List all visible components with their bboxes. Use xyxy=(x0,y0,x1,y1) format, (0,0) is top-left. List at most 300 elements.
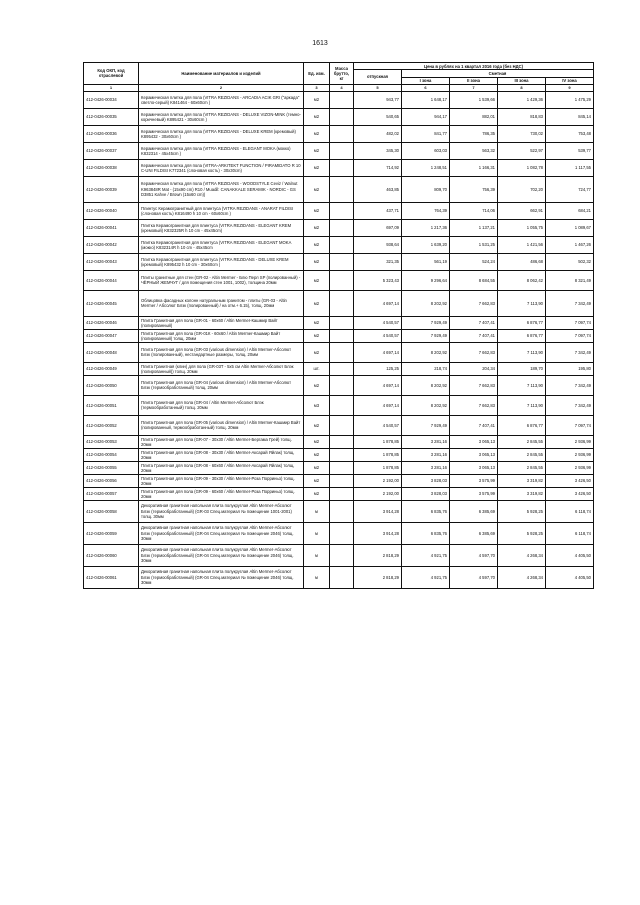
row-name: Плита Гранитная для пола (GR-05 (various dimension) / Altin Mermer-Кашмир Вайт (полированный, термообработанный) толщ. 20мм xyxy=(139,415,304,435)
row-name: Плитка Керамогранитная для плинтуса (VITRA REZIDANS - DELUXE KREM (кремовый) K895432 h 10 cm - 30x60cm ) xyxy=(139,253,304,270)
row-mass xyxy=(330,342,354,362)
row-unit: м xyxy=(304,522,330,544)
row-price: 7 407,41 xyxy=(450,415,498,435)
table-row xyxy=(84,522,594,544)
row-price: 1 639,20 xyxy=(402,236,450,253)
row-code: 412-0426-00048 xyxy=(84,342,139,362)
row-mass xyxy=(330,270,354,290)
table-row xyxy=(84,544,594,566)
table-row xyxy=(84,474,594,487)
table-row xyxy=(84,487,594,500)
row-price: 6 385,69 xyxy=(450,500,498,522)
row-unit: шт. xyxy=(304,362,330,375)
row-price: 4 268,34 xyxy=(498,544,546,566)
row-price: 3 319,82 xyxy=(498,474,546,487)
row-price: 684,21 xyxy=(546,202,594,219)
row-price: 4 697,14 xyxy=(354,342,402,362)
row-price: 4 921,75 xyxy=(402,566,450,588)
row-price: 502,32 xyxy=(546,253,594,270)
row-price: 1 467,26 xyxy=(546,236,594,253)
row-price: 7 113,90 xyxy=(498,342,546,362)
row-price: 9 296,64 xyxy=(402,270,450,290)
row-price: 3 828,03 xyxy=(402,487,450,500)
row-price: 2 845,55 xyxy=(498,448,546,461)
row-price: 2 936,99 xyxy=(546,435,594,448)
row-price: 603,03 xyxy=(402,142,450,159)
row-name: Плита Гранитная для пола (GR-09 - 60x60 / Altin Mermer-Роза Порриньо) толщ. 20мм xyxy=(139,487,304,500)
table-row xyxy=(84,362,594,375)
row-price: 1 475,29 xyxy=(546,91,594,108)
row-price: 944,17 xyxy=(402,108,450,125)
table-row xyxy=(84,566,594,588)
row-code: 412-0426-00044 xyxy=(84,270,139,290)
row-price: 5 928,25 xyxy=(498,500,546,522)
row-code: 412-0426-00055 xyxy=(84,461,139,474)
row-price: 845,14 xyxy=(546,108,594,125)
row-price: 2 818,29 xyxy=(354,566,402,588)
col-header-zone3: III зона xyxy=(498,77,546,84)
row-code: 412-0426-00045 xyxy=(84,290,139,316)
row-unit: м2 xyxy=(304,375,330,395)
row-unit: м2 xyxy=(304,448,330,461)
price-table xyxy=(83,62,594,589)
row-price: 3 914,28 xyxy=(354,522,402,544)
col-header-zone2: II зона xyxy=(450,77,498,84)
row-price: 3 065,13 xyxy=(450,435,498,448)
table-row xyxy=(84,435,594,448)
row-unit: м2 xyxy=(304,474,330,487)
row-name: Керамическая плитка для пола (VITRA REZIDANS - DELUXE VIZON-MINK (темно-коричневый) K895421 - 30x60cm ) xyxy=(139,108,304,125)
row-mass xyxy=(330,219,354,236)
row-price: 4 540,57 xyxy=(354,329,402,342)
row-price: 8 202,92 xyxy=(402,395,450,415)
row-name: Плита Гранитная для пола (GR-04 / Altin Mermer-Абсолют Блэк (термообработанный) толщ. 20мм xyxy=(139,395,304,415)
row-unit: м2 xyxy=(304,461,330,474)
row-price: 5 323,43 xyxy=(354,270,402,290)
row-unit: м2 xyxy=(304,290,330,316)
row-mass xyxy=(330,415,354,435)
row-price: 204,34 xyxy=(450,362,498,375)
row-price: 1 055,75 xyxy=(498,219,546,236)
row-code: 412-0426-00053 xyxy=(84,435,139,448)
table-row xyxy=(84,176,594,202)
row-price: 3 281,16 xyxy=(402,461,450,474)
row-price: 7 097,74 xyxy=(546,415,594,435)
row-mass xyxy=(330,253,354,270)
row-name: Керамическая плитка для пола (VITRA REZIDANS - DELUXE KREM (кремовый) K895432 - 30x60cm ) xyxy=(139,125,304,142)
row-price: 1 089,67 xyxy=(546,219,594,236)
row-unit: м2 xyxy=(304,91,330,108)
table-row xyxy=(84,461,594,474)
row-name: Плита Гранитная для пола (GR-07 - 30x30 / Altin Mermer-Бергама Грей) толщ. 20мм xyxy=(139,435,304,448)
row-mass xyxy=(330,474,354,487)
row-name: Керамическая плитка для пола (VITRA REZIDANS - WOODSTYLE Ceviz / Walnut K963848R Mat - (15x90 cm) R10 / Muadil: CANAKKALE SERAMIK - NORDIC - GS D3851 Kahve / Brown (15x60 cm)) xyxy=(139,176,304,202)
row-unit: м xyxy=(304,544,330,566)
row-code: 412-0426-00042 xyxy=(84,236,139,253)
row-price: 2 192,00 xyxy=(354,474,402,487)
row-price: 7 662,83 xyxy=(450,375,498,395)
row-price: 7 929,49 xyxy=(402,329,450,342)
row-name: Декоративная гранитная напольная плита полукруглая Altin Mermer-Абсолют Блэк (термообработанный) (GR-04 Спец.материал № помещение 2046) толщ. 30мм xyxy=(139,522,304,544)
row-price: 8 202,92 xyxy=(402,290,450,316)
row-price: 7 342,49 xyxy=(546,290,594,316)
col-header-price: Цена в рублях на 1 квартал 2016 года (без НДС) xyxy=(354,63,594,70)
column-number: 9 xyxy=(546,84,594,91)
table-row xyxy=(84,395,594,415)
row-unit: м2 xyxy=(304,125,330,142)
row-mass xyxy=(330,290,354,316)
table-row xyxy=(84,125,594,142)
row-price: 345,30 xyxy=(354,142,402,159)
row-price: 7 929,49 xyxy=(402,415,450,435)
row-name: Плитка Керамогранитная для плинтуса (VITRA REZIDANS - ELEGANT MOKA (мокко) K832314R h 10 cm - 45x45cm xyxy=(139,236,304,253)
row-mass xyxy=(330,461,354,474)
column-number: 8 xyxy=(498,84,546,91)
row-price: 7 113,90 xyxy=(498,375,546,395)
row-code: 412-0426-00061 xyxy=(84,566,139,588)
row-price: 1 421,56 xyxy=(498,236,546,253)
row-price: 4 540,57 xyxy=(354,415,402,435)
row-price: 730,02 xyxy=(498,125,546,142)
row-price: 4 697,14 xyxy=(354,375,402,395)
row-price: 714,06 xyxy=(450,202,498,219)
row-mass xyxy=(330,236,354,253)
row-price: 8 202,92 xyxy=(402,375,450,395)
row-price: 437,71 xyxy=(354,202,402,219)
row-unit: м2 xyxy=(304,236,330,253)
row-price: 2 818,29 xyxy=(354,544,402,566)
column-number: 7 xyxy=(450,84,498,91)
row-name: Керамическая плитка для пола (VITRA-ARKITEKT FUNCTION / PIRAMIDATO R 10 C-UNI FILDISI K772341 (слоновая кость) - 30x30cm) xyxy=(139,159,304,176)
row-name: Декоративная гранитная напольная плита полукруглая Altin Mermer-Абсолют Блэк (термообработанный) (GR-04 Спец.материал № помещение 2046) толщ. 30мм xyxy=(139,544,304,566)
row-price: 482,02 xyxy=(354,125,402,142)
row-price: 662,91 xyxy=(498,202,546,219)
row-code: 412-0426-00050 xyxy=(84,375,139,395)
row-code: 412-0426-00047 xyxy=(84,329,139,342)
row-price: 125,25 xyxy=(354,362,402,375)
row-price: 522,97 xyxy=(498,142,546,159)
row-price: 561,19 xyxy=(402,253,450,270)
row-mass xyxy=(330,362,354,375)
row-price: 4 921,75 xyxy=(402,544,450,566)
row-price: 195,80 xyxy=(546,362,594,375)
row-price: 2 936,99 xyxy=(546,448,594,461)
row-mass xyxy=(330,202,354,219)
row-price: 4 540,57 xyxy=(354,316,402,329)
row-mass xyxy=(330,435,354,448)
row-price: 1 217,36 xyxy=(402,219,450,236)
row-code: 412-0426-00046 xyxy=(84,316,139,329)
row-price: 7 662,83 xyxy=(450,395,498,415)
table-row xyxy=(84,270,594,290)
row-price: 756,39 xyxy=(450,176,498,202)
row-mass xyxy=(330,448,354,461)
row-name: Облицовка фасадных колонн натуральным гранитом - плиты (GR-03 - Altin Mermer / Абсолют Блэк (полированный) / на отм.+ 6.15), толщ. 20мм xyxy=(139,290,304,316)
row-code: 412-0426-00057 xyxy=(84,487,139,500)
row-price: 2 192,00 xyxy=(354,487,402,500)
row-name: Плинтус Керамогранитный для плинтуса (VITRA REZIDANS - ANARAT FILDISI (слоновая кость) K816490 h 10 cm - 60x60cm ) xyxy=(139,202,304,219)
table-row xyxy=(84,159,594,176)
row-unit: м2 xyxy=(304,342,330,362)
row-unit: м2 xyxy=(304,159,330,176)
row-mass xyxy=(330,329,354,342)
row-unit: м2 xyxy=(304,487,330,500)
table-row xyxy=(84,142,594,159)
row-price: 321,35 xyxy=(354,253,402,270)
row-price: 7 113,90 xyxy=(498,395,546,415)
col-header-estimate: Сметная xyxy=(402,70,594,77)
row-name: Плита Гранитная (клин) для пола (GR-03T - 5x5 см Altin Mermer-Абсолют Блэк (полированный)) толщ. 20мм xyxy=(139,362,304,375)
col-header-release: отпускная xyxy=(354,70,402,85)
row-mass xyxy=(330,395,354,415)
row-price: 1 429,36 xyxy=(498,91,546,108)
row-price: 3 281,16 xyxy=(402,435,450,448)
row-price: 539,77 xyxy=(546,142,594,159)
row-price: 1 137,21 xyxy=(450,219,498,236)
table-row xyxy=(84,236,594,253)
row-name: Плита Гранитная для пола (GR-04 (various dimension) / Altin Mermer-Абсолют Блэк (термообработанный) толщ. 20мм xyxy=(139,375,304,395)
row-price: 1 648,17 xyxy=(402,91,450,108)
row-name: Плиты гранитные для стен (GR-02 - Altin Mermer - Блю Перл SP (полированный) - ЧЁРНЫЙ ЖЕМЧУГ / для помещения стен 1001, 1002), толщина 20мм xyxy=(139,270,304,290)
row-price: 2 845,55 xyxy=(498,435,546,448)
table-row xyxy=(84,342,594,362)
row-unit: м2 xyxy=(304,329,330,342)
page-number: 1613 xyxy=(312,40,328,47)
row-price: 1 539,66 xyxy=(450,91,498,108)
column-number-row xyxy=(84,84,594,91)
row-price: 4 405,50 xyxy=(546,566,594,588)
row-price: 2 845,55 xyxy=(498,461,546,474)
row-price: 4 697,14 xyxy=(354,395,402,415)
row-unit: м xyxy=(304,500,330,522)
row-code: 412-0426-00059 xyxy=(84,522,139,544)
table-row xyxy=(84,202,594,219)
row-price: 6 876,77 xyxy=(498,329,546,342)
row-mass xyxy=(330,142,354,159)
row-code: 412-0426-00040 xyxy=(84,202,139,219)
row-mass xyxy=(330,108,354,125)
row-code: 412-0426-00056 xyxy=(84,474,139,487)
row-unit: м2 xyxy=(304,219,330,236)
row-price: 1 248,51 xyxy=(402,159,450,176)
column-number: 1 xyxy=(84,84,139,91)
row-code: 412-0426-00043 xyxy=(84,253,139,270)
row-price: 463,85 xyxy=(354,176,402,202)
row-price: 563,32 xyxy=(450,142,498,159)
row-name: Плитка Керамогранитная для плинтуса (VITRA REZIDANS - ELEGANT KREM (кремовый) K832325R h 10 cm - 45x45cm) xyxy=(139,219,304,236)
row-price: 3 065,13 xyxy=(450,461,498,474)
row-mass xyxy=(330,176,354,202)
row-price: 3 426,50 xyxy=(546,474,594,487)
row-code: 412-0426-00049 xyxy=(84,362,139,375)
row-name: Плита Гранитная для пола (GR-09 - 30x30 / Altin Mermer-Роза Порриньо) толщ. 20мм xyxy=(139,474,304,487)
row-price: 1 117,55 xyxy=(546,159,594,176)
row-price: 764,39 xyxy=(402,202,450,219)
row-name: Плита Гранитная для пола (GR-03 (various dimension) / Altin Mermer-Абсолют Блэк (полированный), нестандартные размеры, толщ. 20мм xyxy=(139,342,304,362)
row-name: Плита Гранитная для пола (GR-08 - 30x30 / Altin Mermer-Аксарай Яйлак) толщ. 20мм xyxy=(139,448,304,461)
row-price: 3 828,03 xyxy=(402,474,450,487)
row-unit: м2 xyxy=(304,202,330,219)
row-unit: м2 xyxy=(304,142,330,159)
table-row xyxy=(84,108,594,125)
row-price: 4 268,34 xyxy=(498,566,546,588)
row-price: 3 575,99 xyxy=(450,487,498,500)
row-price: 3 319,82 xyxy=(498,487,546,500)
row-price: 1 878,85 xyxy=(354,461,402,474)
col-header-zone1: I зона xyxy=(402,77,450,84)
row-name: Декоративная гранитная напольная плита полукруглая Altin Mermer-Абсолют Блэк (термообработанный) (GR-04 Спец.материал № помещение 2046) толщ. 30мм xyxy=(139,566,304,588)
row-price: 540,65 xyxy=(354,108,402,125)
col-header-zone4: IV зона xyxy=(546,77,594,84)
row-name: Плита Гранитная для пола (GR-01К - 60x60 / Altin Mermer-Кашмир Вайт (полированный) толщ. 20мм xyxy=(139,329,304,342)
row-unit: м3 xyxy=(304,395,330,415)
row-price: 7 407,41 xyxy=(450,316,498,329)
table-row xyxy=(84,316,594,329)
row-price: 8 062,42 xyxy=(498,270,546,290)
row-code: 412-0426-00034 xyxy=(84,91,139,108)
row-price: 943,77 xyxy=(354,91,402,108)
row-price: 7 113,90 xyxy=(498,290,546,316)
table-row xyxy=(84,91,594,108)
row-price: 809,70 xyxy=(402,176,450,202)
row-name: Плита Гранитная для пола (GR-01 - 60x60 / Altin Mermer-Кашмир Вайт (полированный) xyxy=(139,316,304,329)
row-price: 841,77 xyxy=(402,125,450,142)
row-price: 3 575,99 xyxy=(450,474,498,487)
table-row xyxy=(84,500,594,522)
row-code: 412-0426-00052 xyxy=(84,415,139,435)
row-name: Декоративная гранитная напольная плита полукруглая Altin Mermer-Абсолют Блэк (термообработанный) (GR-03 Спец.материал № помещение 1001-2001) толщ. 30мм xyxy=(139,500,304,522)
row-price: 4 597,70 xyxy=(450,544,498,566)
row-price: 7 342,49 xyxy=(546,395,594,415)
column-number: 4 xyxy=(330,84,354,91)
row-price: 2 936,99 xyxy=(546,461,594,474)
row-price: 7 662,83 xyxy=(450,342,498,362)
row-price: 218,74 xyxy=(402,362,450,375)
row-code: 412-0426-00060 xyxy=(84,544,139,566)
col-header-code: Код ОКП, код отраслевой xyxy=(84,63,139,85)
row-price: 714,92 xyxy=(354,159,402,176)
row-price: 7 097,74 xyxy=(546,316,594,329)
table-row xyxy=(84,415,594,435)
row-price: 702,20 xyxy=(498,176,546,202)
row-price: 1 878,85 xyxy=(354,448,402,461)
row-mass xyxy=(330,544,354,566)
row-price: 3 914,28 xyxy=(354,500,402,522)
row-code: 412-0426-00054 xyxy=(84,448,139,461)
row-price: 7 407,41 xyxy=(450,329,498,342)
row-price: 5 928,25 xyxy=(498,522,546,544)
row-price: 8 321,49 xyxy=(546,270,594,290)
row-price: 786,35 xyxy=(450,125,498,142)
row-price: 1 878,85 xyxy=(354,435,402,448)
row-mass xyxy=(330,487,354,500)
row-mass xyxy=(330,125,354,142)
row-code: 412-0426-00036 xyxy=(84,125,139,142)
row-price: 8 684,55 xyxy=(450,270,498,290)
row-code: 412-0426-00058 xyxy=(84,500,139,522)
row-price: 753,48 xyxy=(546,125,594,142)
column-number: 5 xyxy=(354,84,402,91)
table-row xyxy=(84,448,594,461)
row-price: 3 426,50 xyxy=(546,487,594,500)
row-price: 6 835,76 xyxy=(402,522,450,544)
column-number: 3 xyxy=(304,84,330,91)
row-price: 724,77 xyxy=(546,176,594,202)
row-code: 412-0426-00051 xyxy=(84,395,139,415)
row-price: 4 597,70 xyxy=(450,566,498,588)
row-price: 882,01 xyxy=(450,108,498,125)
row-unit: м2 xyxy=(304,108,330,125)
row-price: 6 118,74 xyxy=(546,500,594,522)
row-mass xyxy=(330,375,354,395)
row-mass xyxy=(330,522,354,544)
row-code: 412-0426-00037 xyxy=(84,142,139,159)
row-mass xyxy=(330,91,354,108)
row-price: 7 342,49 xyxy=(546,342,594,362)
row-price: 4 697,14 xyxy=(354,290,402,316)
row-code: 412-0426-00039 xyxy=(84,176,139,202)
row-mass xyxy=(330,500,354,522)
col-header-mass: Масса брутто, кг xyxy=(330,63,354,85)
row-name: Керамическая плитка для пола (VITRA REZIDANS - ELEGANT MOKA (мокко) K832314 - 45x45cm ) xyxy=(139,142,304,159)
table-row xyxy=(84,253,594,270)
row-price: 7 929,49 xyxy=(402,316,450,329)
col-header-unit: Ед. изм. xyxy=(304,63,330,85)
row-unit: м2 xyxy=(304,435,330,448)
table-row xyxy=(84,290,594,316)
row-price: 818,83 xyxy=(498,108,546,125)
table-body xyxy=(84,91,594,588)
row-price: 6 876,77 xyxy=(498,415,546,435)
row-unit: м2 xyxy=(304,270,330,290)
row-unit: м xyxy=(304,566,330,588)
column-number: 6 xyxy=(402,84,450,91)
row-name: Керамическая плитка для пола (VITRA REZIDANS - ARCADIA ACIK GRI ("аркада" светло-серый) K841464 - 60x60cm ) xyxy=(139,91,304,108)
row-price: 189,70 xyxy=(498,362,546,375)
row-price: 697,09 xyxy=(354,219,402,236)
row-mass xyxy=(330,566,354,588)
row-price: 4 405,50 xyxy=(546,544,594,566)
row-price: 524,24 xyxy=(450,253,498,270)
row-price: 7 097,74 xyxy=(546,329,594,342)
row-price: 8 202,92 xyxy=(402,342,450,362)
row-price: 7 342,49 xyxy=(546,375,594,395)
row-mass xyxy=(330,316,354,329)
table-row xyxy=(84,329,594,342)
row-price: 1 166,31 xyxy=(450,159,498,176)
row-price: 6 118,74 xyxy=(546,522,594,544)
row-price: 1 531,25 xyxy=(450,236,498,253)
col-header-name: Наименование материалов и изделий xyxy=(139,63,304,85)
row-mass xyxy=(330,159,354,176)
row-price: 3 281,16 xyxy=(402,448,450,461)
row-price: 6 876,77 xyxy=(498,316,546,329)
table-row xyxy=(84,375,594,395)
table-row xyxy=(84,219,594,236)
column-number: 2 xyxy=(139,84,304,91)
row-price: 486,68 xyxy=(498,253,546,270)
row-code: 412-0426-00041 xyxy=(84,219,139,236)
row-unit: м2 xyxy=(304,415,330,435)
row-price: 938,64 xyxy=(354,236,402,253)
row-price: 6 385,69 xyxy=(450,522,498,544)
row-code: 412-0426-00038 xyxy=(84,159,139,176)
row-unit: м2 xyxy=(304,253,330,270)
row-price: 3 065,13 xyxy=(450,448,498,461)
row-name: Плита Гранитная для пола (GR-08 - 60x60 / Altin Mermer-Аксарай Яйлак) толщ. 20мм xyxy=(139,461,304,474)
row-price: 1 082,78 xyxy=(498,159,546,176)
row-unit: м2 xyxy=(304,176,330,202)
